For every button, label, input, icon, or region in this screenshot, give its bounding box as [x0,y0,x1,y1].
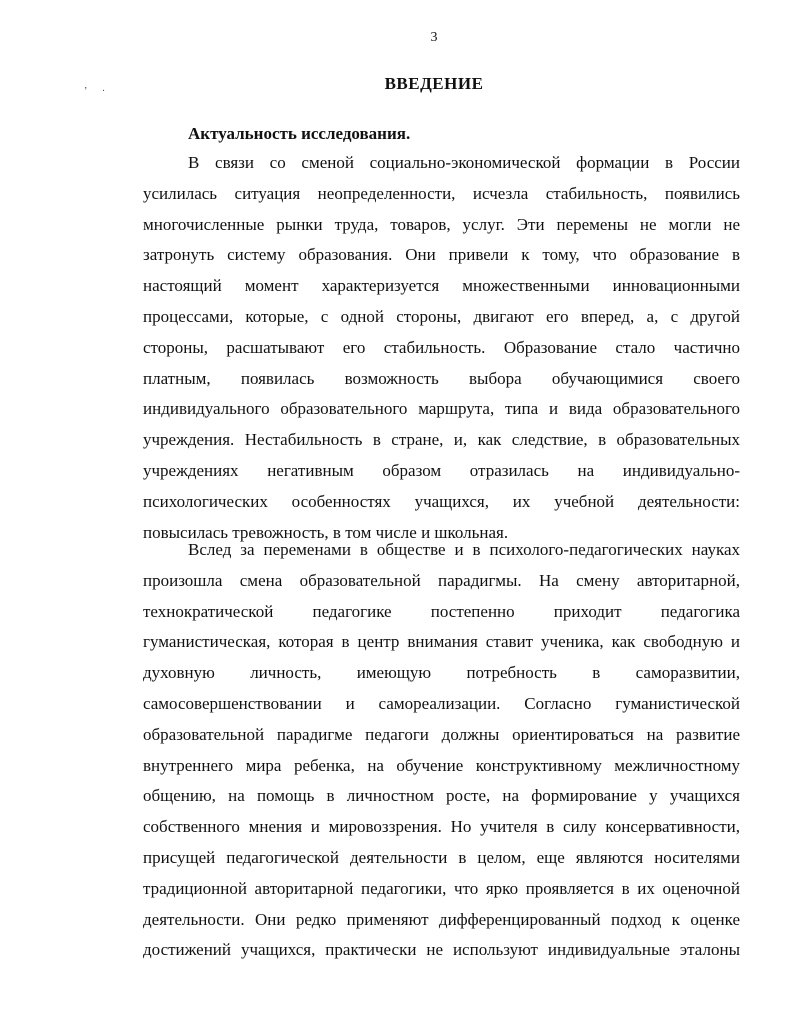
text-line: самосовершенствовании и самореализации. Согласно гуманистической [143,693,740,713]
text-line: многочисленные рынки труда, товаров, услуг. Эти перемены не могли не [143,214,740,234]
text-line: духовную личность, имеющую потребность в саморазвитии, [143,663,740,683]
text-line: платным, появилась возможность выбора обучающимися своего [143,368,740,388]
text-line: учреждения. Нестабильность в стране, и, как следствие, в образовательных [143,430,740,450]
text-line: традиционной авторитарной педагогики, что ярко проявляется в их оценочной [143,878,740,898]
subsection-heading: Актуальность исследования. [188,124,411,143]
text-line: стороны, расшатывают его стабильность. Образование стало частично [143,337,740,357]
text-line: В связи со сменой социально-экономической формации в России [188,153,740,172]
text-line: настоящий момент характеризуется множественными инновационными [143,276,740,296]
paragraph-2 [143,535,740,966]
page-number: 3 [430,30,438,45]
section-heading: ВВЕДЕНИЕ [384,74,484,93]
text-line: присущей педагогической деятельности в целом, еще являются носителями [143,847,740,867]
text-line: общению, на помощь в личностном росте, на формирование у учащихся [143,786,740,806]
text-line: учреждениях негативным образом отразилась на индивидуально- [143,460,740,480]
text-line: технократической педагогике постепенно приходит педагогика [143,601,740,621]
text-line: усилилась ситуация неопределенности, исчезла стабильность, появились [143,183,740,203]
text-line: индивидуального образовательного маршрута, типа и вида образовательного [143,399,740,419]
text-line: образовательной парадигме педагоги должны ориентироваться на развитие [143,724,740,744]
text-line: Вслед за переменами в обществе и в психолого-педагогических науках [188,540,740,559]
paragraph-1 [143,148,740,548]
text-line: процессами, которые, с одной стороны, двигают его вперед, а, с другой [143,306,740,326]
text-line: деятельности. Они редко применяют дифференцированный подход к оценке [143,909,740,929]
text-line: внутреннего мира ребенка, на обучение конструктивному межличностному [143,755,740,775]
text-line: собственного мнения и мировоззрения. Но учителя в силу консервативности, [143,817,740,837]
text-line: повысилась тревожность, в том числе и школьная. [143,522,509,542]
text-line: гуманистическая, которая в центр внимания ставит ученика, как свободную и [143,632,740,652]
text-line: произошла смена образовательной парадигмы. На смену авторитарной, [143,570,740,590]
scan-artifact-marks: ʼ · [84,86,112,97]
text-line: психологических особенностях учащихся, их учебной деятельности: [143,491,740,511]
text-line: затронуть систему образования. Они привели к тому, что образование в [143,245,740,265]
text-line: достижений учащихся, практически не используют индивидуальные эталоны [143,940,740,960]
